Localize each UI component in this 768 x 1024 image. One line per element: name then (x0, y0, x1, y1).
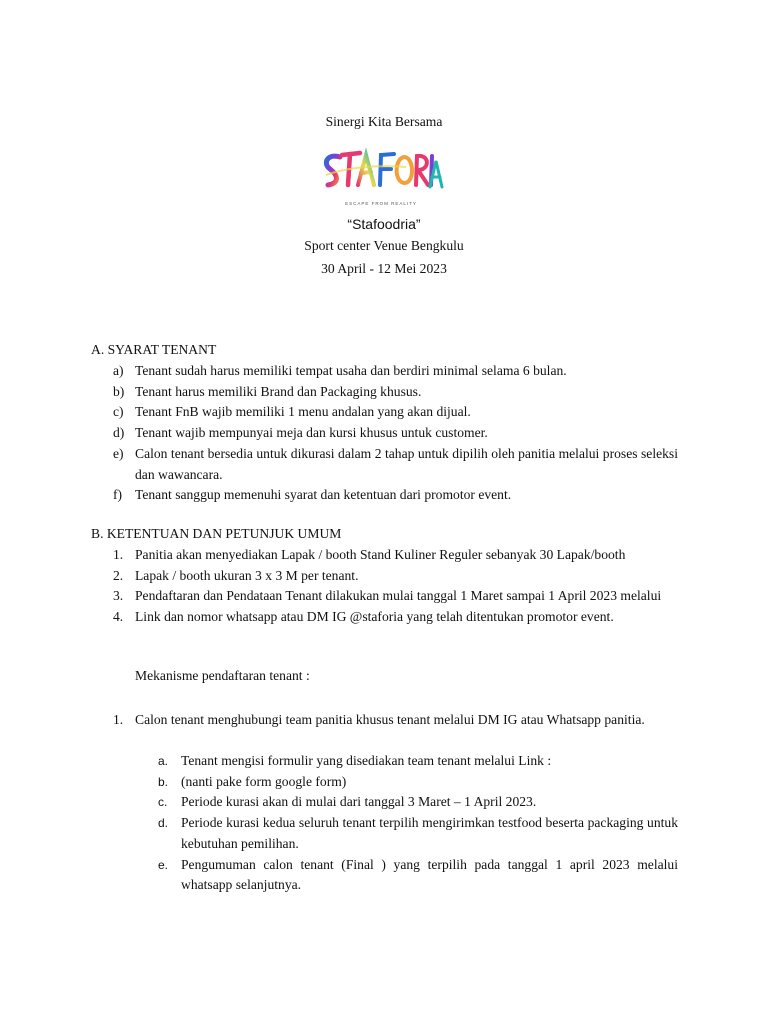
section-a-title: A. SYARAT TENANT (91, 342, 217, 357)
list-item: e. Pengumuman calon tenant (Final ) yang terpilih pada tanggal 1 april 2023 melalui whatsapp selanjutnya. (158, 856, 678, 893)
list-item: e) Calon tenant bersedia untuk dikurasi dalam 2 tahap untuk dipilih oleh panitia melalui proses seleksi dan wawancara. (113, 445, 678, 482)
mechanism-steps (113, 710, 678, 731)
list-item: 4. Link dan nomor whatsapp atau DM IG @staforia yang telah ditentukan promotor event. (113, 609, 614, 625)
list-item: 2. Lapak / booth ukuran 3 x 3 M per tenant. (113, 567, 359, 583)
list-item: f) Tenant sanggup memenuhi syarat dan ketentuan dari promotor event. (113, 487, 512, 503)
list-item: 1. Calon tenant menghubungi team panitia khusus tenant melalui DM IG atau Whatsapp panitia. (113, 712, 645, 727)
section-b-list (113, 545, 678, 628)
event-venue: Sport center Venue Bengkulu (304, 238, 464, 253)
list-item: a. Tenant mengisi formulir yang disediakan team tenant melalui Link : (158, 753, 552, 768)
list-item: 1. Panitia akan menyediakan Lapak / booth Stand Kuliner Reguler sebanyak 30 Lapak/booth (113, 547, 626, 562)
event-dates: 30 April - 12 Mei 2023 (321, 261, 447, 276)
mechanism-sub-list (158, 751, 678, 896)
section-a-list (113, 361, 678, 506)
event-name: “Stafoodria” (347, 216, 421, 232)
list-item: c. Periode kurasi akan di mulai dari tanggal 3 Maret – 1 April 2023. (158, 794, 537, 810)
list-item: 3. Pendaftaran dan Pendataan Tenant dilakukan mulai tanggal 1 Maret sampai 1 April 2023 melalui (113, 588, 662, 604)
list-item: d. Periode kurasi kedua seluruh tenant terpilih mengirimkan testfood beserta packaging untuk kebutuhan pemilihan. (158, 815, 678, 851)
document-heading: Sinergi Kita Bersama (325, 114, 443, 129)
section-b-title: B. KETENTUAN DAN PETUNJUK UMUM (91, 526, 342, 541)
list-item: d) Tenant wajib mempunyai meja dan kursi khusus untuk customer. (113, 425, 488, 441)
list-item: c) Tenant FnB wajib memiliki 1 menu andalan yang akan dijual. (113, 404, 471, 420)
list-item: b) Tenant harus memiliki Brand dan Packaging khusus. (113, 383, 422, 399)
list-item: a) Tenant sudah harus memiliki tempat usaha dan berdiri minimal selama 6 bulan. (113, 363, 567, 378)
staforia-logo (318, 145, 444, 211)
mechanism-label: Mekanisme pendaftaran tenant : (135, 668, 310, 683)
list-item: b. (nanti pake form google form) (158, 773, 347, 789)
logo-tagline: ESCAPE FROM REALITY (345, 201, 417, 206)
